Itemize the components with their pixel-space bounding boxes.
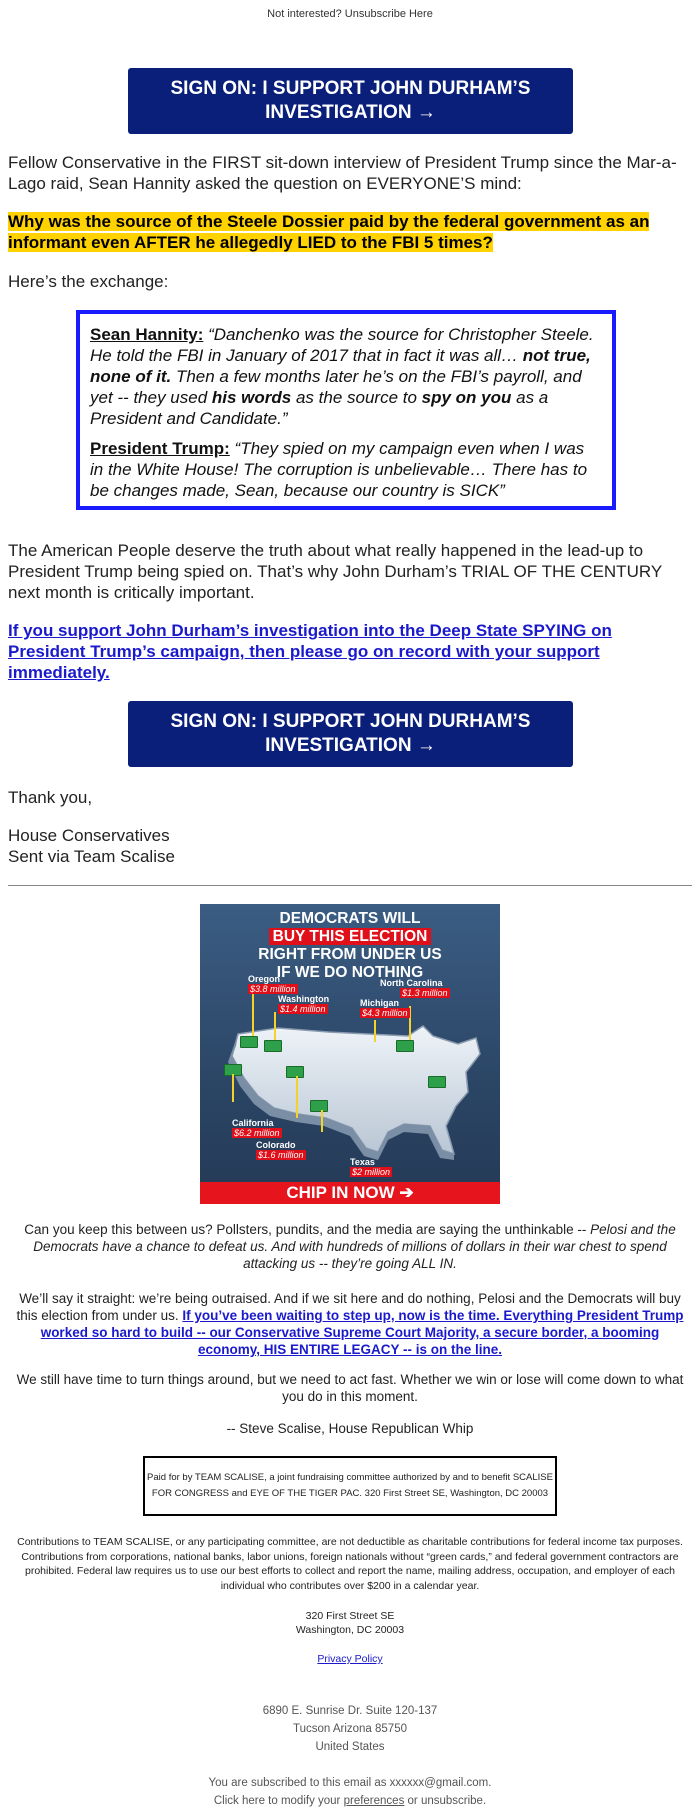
money-stack-icon [240,1036,258,1048]
highlight-paragraph [8,211,692,253]
paragraph-act-fast: We still have time to turn things around, but we need to act fast. Whether we win or lose will come down to what you do in this moment. [16,1372,684,1404]
money-stack-icon [286,1066,304,1078]
signature-line2: Sent via Team Scalise [8,847,175,866]
quote-hannity: Sean Hannity: “Danchenko was the source for Christopher Steele. He told the FBI in January of 2017 that in fact it was all… not true, none of it. Then a few months later he’s on the FBI’s payroll, and yet -- they used his words as the source to spy on you as a President and Candidate.” [90,325,594,428]
footer-address-line1: 6890 E. Sunrise Dr. Suite 120-137 [262,1705,438,1717]
highlight-text: Why was the source of the Steele Dossier paid by the federal government as an informant even AFTER he allegedly LIED to the FBI 5 times? [8,212,650,252]
modify-row: Click here to modify your preferences or unsubscribe. [213,1795,487,1807]
cta-line2: INVESTIGATION → [265,102,436,123]
sign-on-button-top[interactable] [128,68,573,134]
paragraph-outraised: We’ll say it straight: we’re being outraised. And if we sit here and do nothing, Pelosi and the Democrats will buy this election from under us. If you’ve been waiting to step up, now is the time. Everything President Trump worked so hard to build -- our Conservative Supreme Court Majority, a secure border, a booming economy, HIS ENTIRE LEGACY -- is on the line. [16,1291,684,1357]
exchange-intro: Here’s the exchange: [8,272,169,291]
sign-on-button-bottom[interactable] [128,701,573,767]
state-label-washington: Washington $1.4 million [278,994,330,1014]
pin-michigan [374,1020,376,1042]
money-stack-icon [396,1040,414,1052]
state-label-michigan: Michigan $4.3 million [360,998,408,1018]
state-label-texas: Texas $2 million [350,1157,391,1177]
paid-for-box [143,1456,557,1516]
quote-box [76,310,616,510]
state-label-colorado: Colorado $1.6 million [256,1140,304,1160]
quote-trump: President Trump: “They spied on my campaign even when I was in the White House! The corruption is unbelievable… There has to be changes made, Sean, because our country is SICK” [90,439,588,500]
chip-in-button[interactable]: CHIP IN NOW ➔ [200,1182,500,1204]
speaker-trump: President Trump: [90,439,230,458]
support-link-paragraph [8,620,692,683]
state-label-california: California $6.2 million [232,1118,280,1138]
money-stack-icon [310,1100,328,1112]
preferences-link[interactable]: preferences [343,1795,405,1807]
paragraph-keep-between-us: Can you keep this between us? Pollsters, pundits, and the media are saying the unthinkable -- Pelosi and the Democrats have a chance to defeat us. And with hundreds of millions of dollars in their war chest to spend attacking us -- they’re going ALL IN. [24,1222,676,1271]
cta-line1: SIGN ON: I SUPPORT JOHN DURHAM’S [170,78,531,99]
speaker-hannity: Sean Hannity: [90,325,204,344]
address-line2: Washington, DC 20003 [295,1624,405,1636]
pin-oregon [252,992,254,1036]
step-up-link[interactable]: If you’ve been waiting to step up, now is the time. Everything President Trump worked so hard to build -- our Conservative Supreme Court Majority, a secure border, a booming economy, HIS ENTIRE LEGACY -- is on the line. [40,1308,684,1357]
footer-address-line2: Tucson Arizona 85750 [292,1723,407,1735]
paid-for-text: Paid for by TEAM SCALISE, a joint fundraising committee authorized by and to benefit SCALISE FOR CONGRESS and EYE OF THE TIGER PAC. 320 First Street SE, Washington, DC 20003 [147,1472,553,1499]
intro-paragraph: Fellow Conservative in the FIRST sit-down interview of President Trump since the Mar-a-Lago raid, Sean Hannity asked the question on EVERYONE’S mind: [8,153,677,193]
footer-address-line3: United States [315,1741,385,1753]
pin-california [232,1074,234,1102]
body-paragraph-2: The American People deserve the truth about what really happened in the lead-up to President Trump being spied on. That’s why John Durham’s TRIAL OF THE CENTURY next month is critically important. [8,541,662,602]
banner-headline: DEMOCRATS WILL BUY THIS ELECTION RIGHT FROM UNDER US IF WE DO NOTHING [258,910,442,981]
cta-line2: INVESTIGATION → [265,735,436,756]
cta-line1: SIGN ON: I SUPPORT JOHN DURHAM’S [170,711,531,732]
state-label-oregon: Oregon $3.8 million [248,974,296,994]
money-stack-icon [428,1076,446,1088]
subscribed-notice: You are subscribed to this email as xxxxxx@gmail.com. [208,1777,492,1789]
privacy-policy-link[interactable]: Privacy Policy [317,1653,383,1665]
pin-texas [321,1110,323,1132]
signoff-scalise: -- Steve Scalise, House Republican Whip [226,1421,474,1436]
thank-you: Thank you, [8,788,93,807]
support-link[interactable]: If you support John Durham’s investigation into the Deep State SPYING on President Trump’s campaign, then please go on record with your support immediately. [8,621,612,682]
money-stack-icon [264,1040,282,1052]
divider [8,885,692,886]
state-label-north-carolina: North Carolina $1.3 million [380,978,448,998]
address-line1: 320 First Street SE [305,1610,395,1622]
unsubscribe-link[interactable]: Not interested? Unsubscribe Here [267,8,433,20]
pin-washington [274,1012,276,1040]
signature-line1: House Conservatives [8,826,170,845]
privacy-row [8,1652,692,1667]
pin-colorado [296,1076,298,1118]
contribution-disclaimer: Contributions to TEAM SCALISE, or any participating committee, are not deductible as charitable contributions for federal income tax purposes. Contributions from corporations, national banks, labor unions, foreign nationals without “green cards,” and federal government contractors are prohibited. Federal law requires us to use our best efforts to collect and report the name, mailing address, occupation, and employer of each individual who contributes over $200 in a calendar year. [17,1536,683,1592]
donate-banner[interactable] [200,904,500,1204]
